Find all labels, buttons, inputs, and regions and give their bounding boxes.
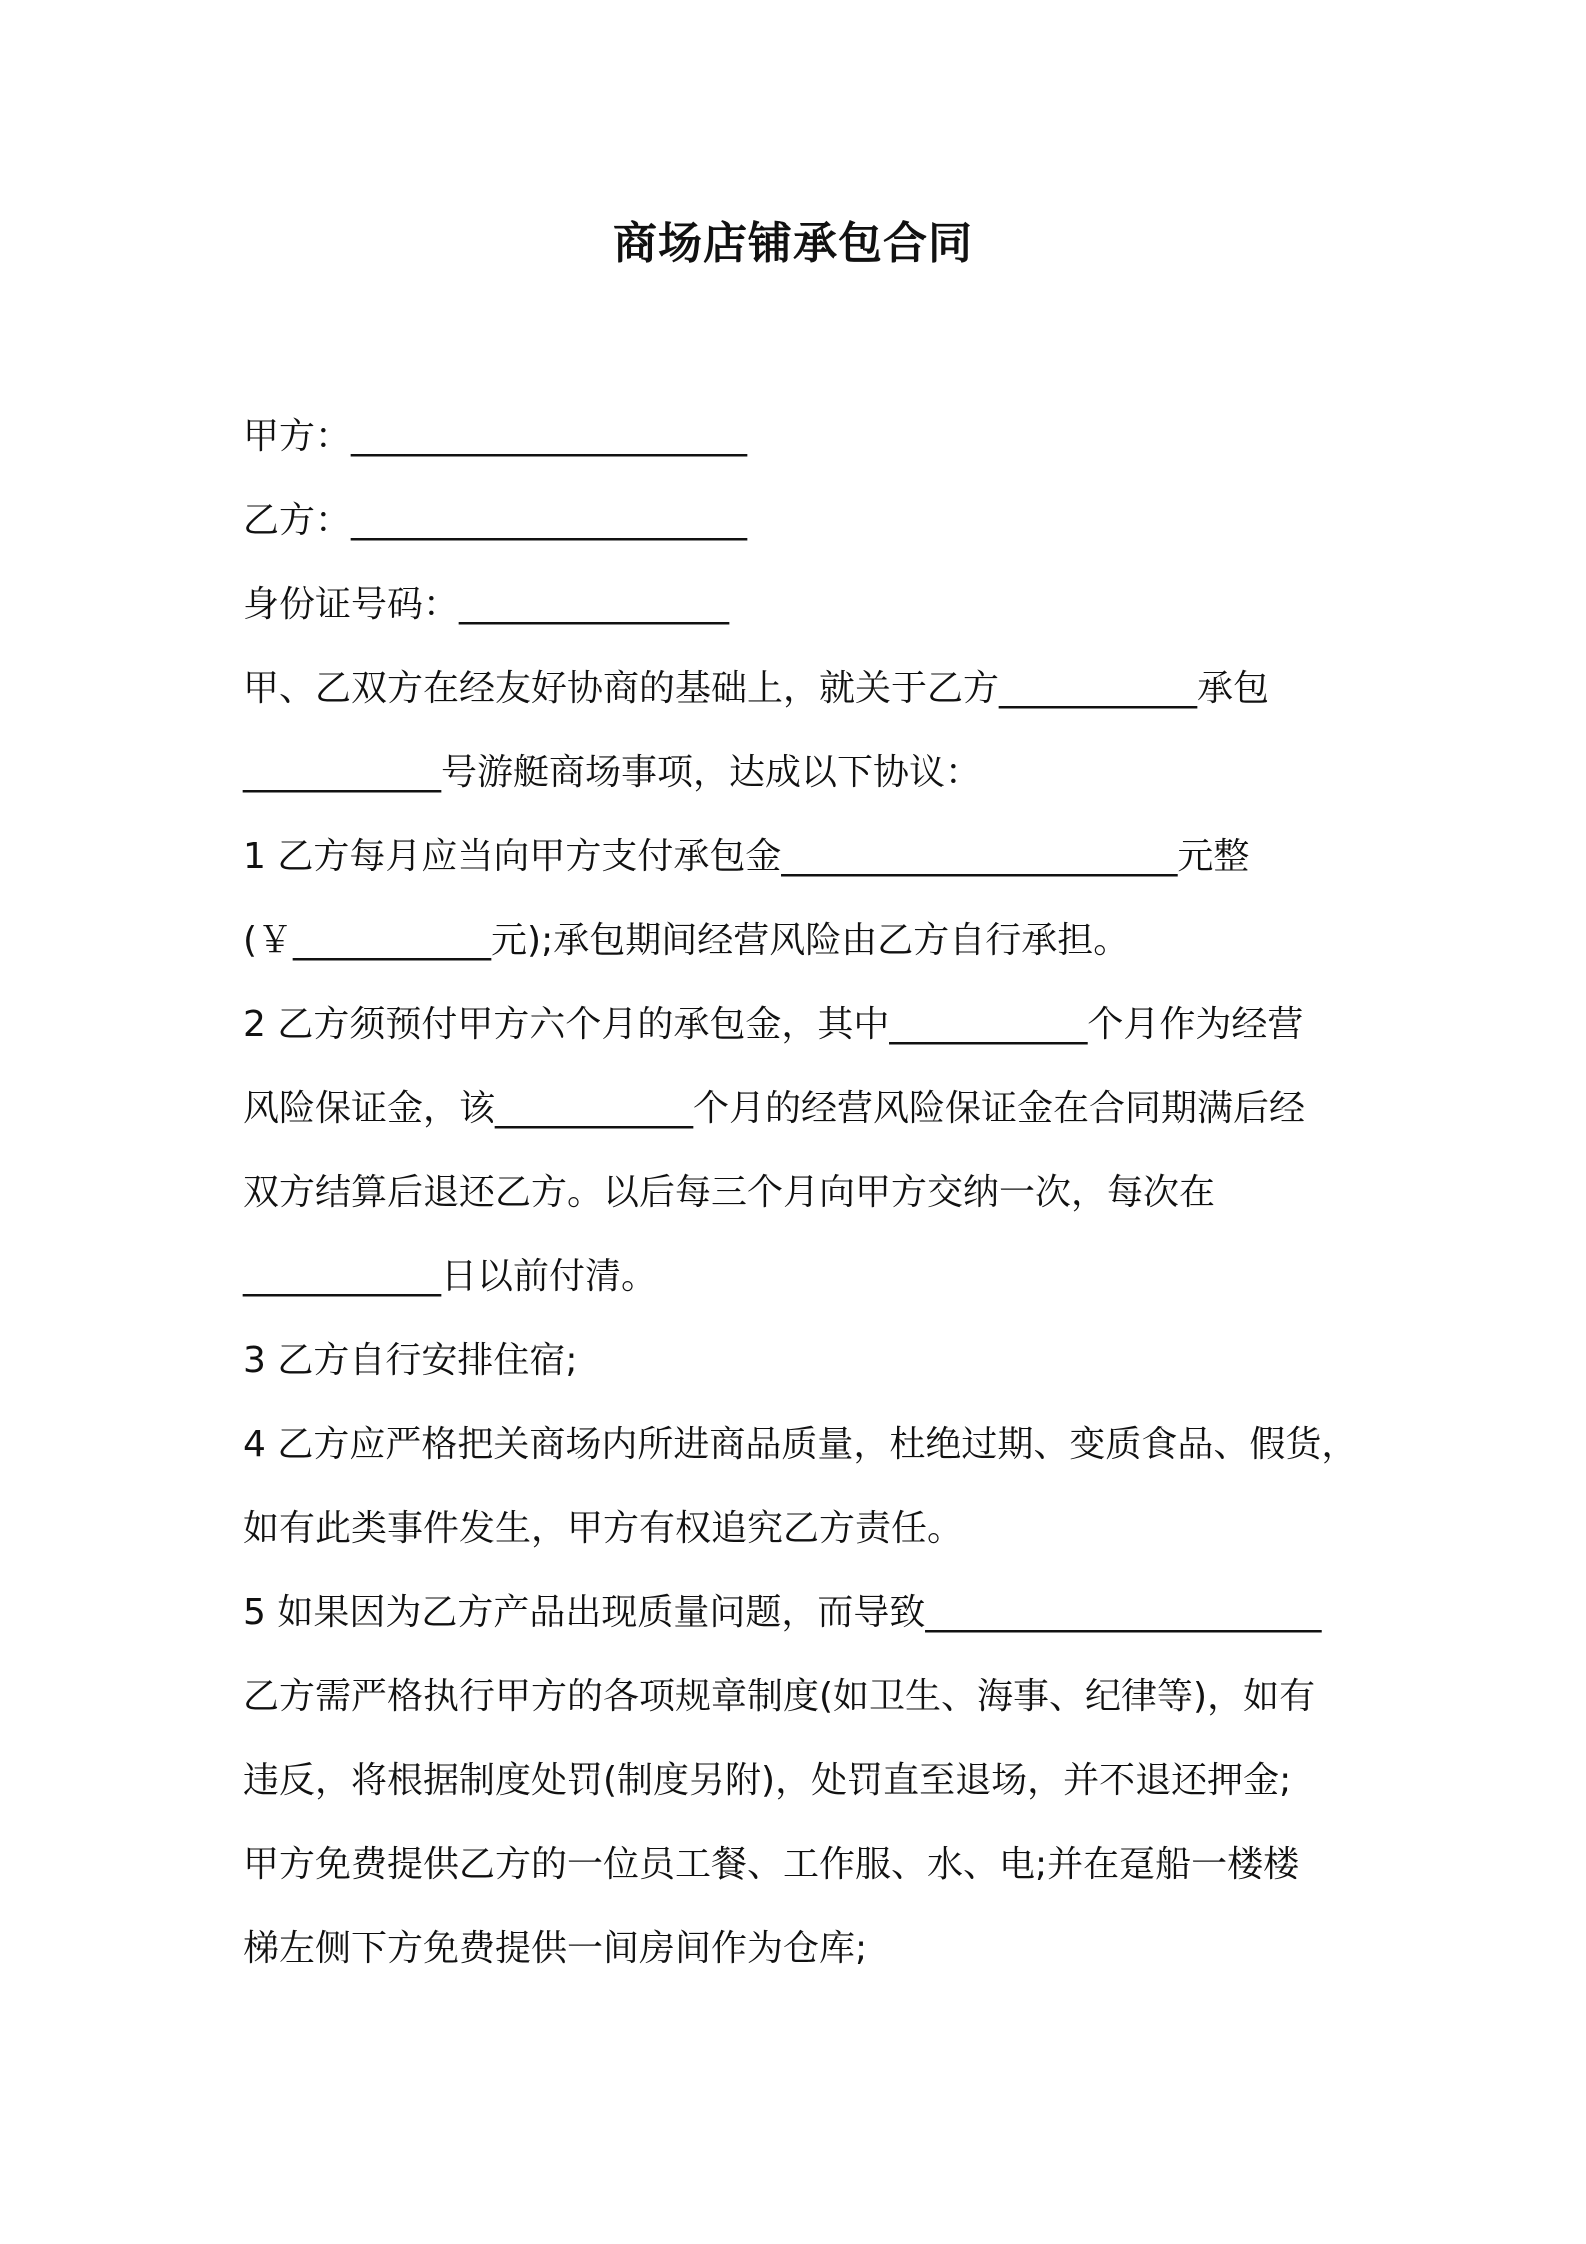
preamble-line: ___________号游艇商场事项，达成以下协议： bbox=[243, 752, 982, 793]
clause-3-line: 3 乙方自行安排住宿; bbox=[243, 1340, 578, 1381]
provisions-line: 甲方免费提供乙方的一位员工餐、工作服、水、电;并在趸船一楼楼 bbox=[243, 1844, 1300, 1885]
clause-1-line: 1 乙方每月应当向甲方支付承包金______________________元整 bbox=[243, 836, 1250, 877]
clause-4-line: 4 乙方应严格把关商场内所进商品质量，杜绝过期、变质食品、假货， bbox=[243, 1424, 1358, 1465]
clause-2-line: 双方结算后退还乙方。以后每三个月向甲方交纳一次，每次在 bbox=[243, 1172, 1216, 1213]
document-title: 商场店铺承包合同 bbox=[613, 218, 973, 269]
party-a-line: 甲方：______________________ bbox=[243, 416, 748, 457]
clause-4-line: 如有此类事件发生，甲方有权追究乙方责任。 bbox=[243, 1508, 964, 1549]
party-b-line: 乙方：______________________ bbox=[243, 500, 748, 541]
clause-2-line: 2 乙方须预付甲方六个月的承包金，其中___________个月作为经营 bbox=[243, 1004, 1304, 1045]
provisions-line: 梯左侧下方免费提供一间房间作为仓库; bbox=[243, 1928, 868, 1969]
clause-2-line: ___________日以前付清。 bbox=[243, 1256, 658, 1297]
rules-line: 乙方需严格执行甲方的各项规章制度(如卫生、海事、纪律等)，如有 bbox=[243, 1676, 1316, 1717]
clause-5-line: 5 如果因为乙方产品出现质量问题，而导致______________________ bbox=[243, 1592, 1322, 1633]
clause-1-line: (￥___________元);承包期间经营风险由乙方自行承担。 bbox=[243, 920, 1130, 961]
clause-2-line: 风险保证金，该___________个月的经营风险保证金在合同期满后经 bbox=[243, 1088, 1306, 1129]
rules-line: 违反，将根据制度处罚(制度另附)，处罚直至退场，并不退还押金; bbox=[243, 1760, 1292, 1801]
preamble-line: 甲、乙双方在经友好协商的基础上，就关于乙方___________承包 bbox=[243, 668, 1270, 709]
id-number-line: 身份证号码：_______________ bbox=[243, 584, 730, 625]
